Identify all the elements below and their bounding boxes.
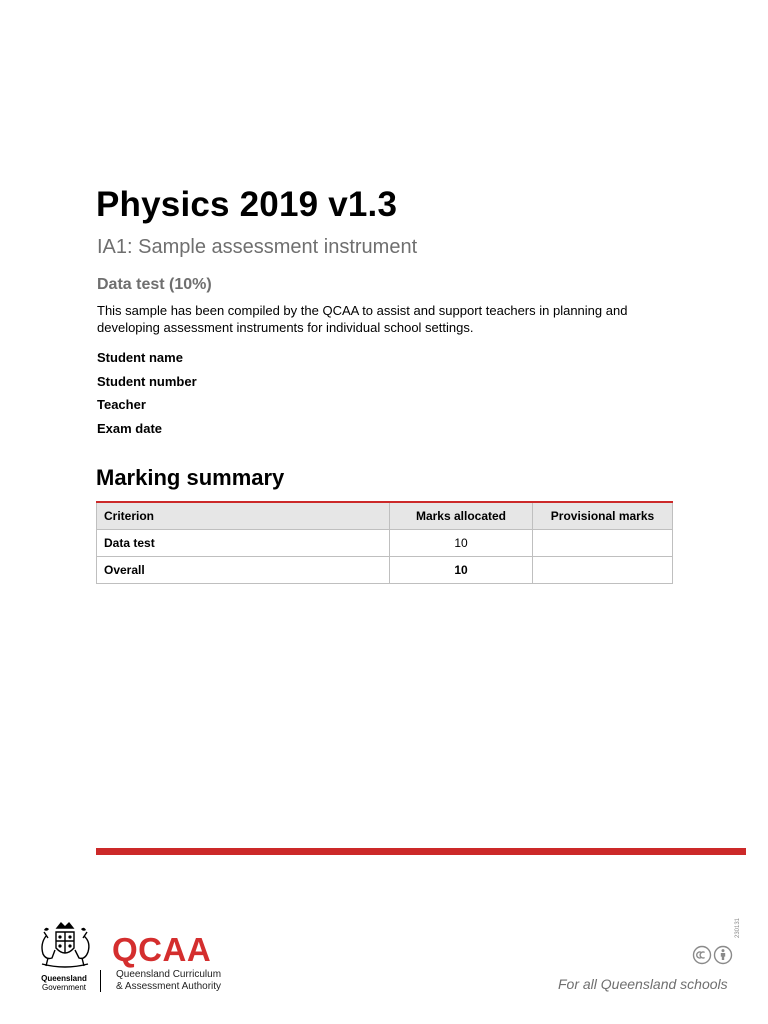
footer-tagline: For all Queensland schools (558, 976, 728, 992)
intro-paragraph: This sample has been compiled by the QCAA to assist and support teachers in planning and developing assessment instruments for individual school settings. (97, 303, 628, 335)
queensland-government-wordmark (34, 974, 94, 992)
provisional-marks-cell[interactable] (533, 530, 673, 557)
creative-commons-by-icon (692, 945, 734, 965)
document-subtitle: IA1: Sample assessment instrument (97, 236, 418, 258)
table-row (97, 557, 673, 584)
qcaa-name-line2: & Assessment Authority (116, 981, 222, 992)
section-heading: Data test (10%) (97, 276, 212, 293)
table-header-row (97, 502, 673, 530)
qcaa-logo: QCAA (112, 931, 212, 968)
column-header-marks-allocated: Marks allocated (390, 502, 533, 530)
teacher-label: Teacher (97, 397, 146, 412)
marking-summary-table (96, 501, 673, 584)
marking-summary-heading: Marking summary (96, 465, 285, 490)
column-header-criterion: Criterion (97, 502, 390, 530)
student-name-label: Student name (97, 350, 183, 365)
column-header-provisional-marks: Provisional marks (533, 502, 673, 530)
document-code: 230131 (735, 917, 741, 938)
exam-date-label: Exam date (97, 421, 163, 436)
document-title: Physics 2019 v1.3 (96, 185, 398, 224)
logo-divider (100, 970, 101, 992)
marks-allocated-cell: 10 (390, 557, 533, 584)
table-row (97, 530, 673, 557)
provisional-marks-cell[interactable] (533, 557, 673, 584)
qld-wordmark-line1: Queensland (41, 974, 87, 983)
criterion-cell: Data test (97, 530, 390, 557)
qld-wordmark-line2: Government (41, 983, 87, 992)
student-number-label: Student number (97, 374, 197, 389)
criterion-cell: Overall (97, 557, 390, 584)
footer-red-rule (96, 848, 746, 855)
qcaa-name-line1: Queensland Curriculum (116, 969, 222, 980)
marks-allocated-cell: 10 (390, 530, 533, 557)
